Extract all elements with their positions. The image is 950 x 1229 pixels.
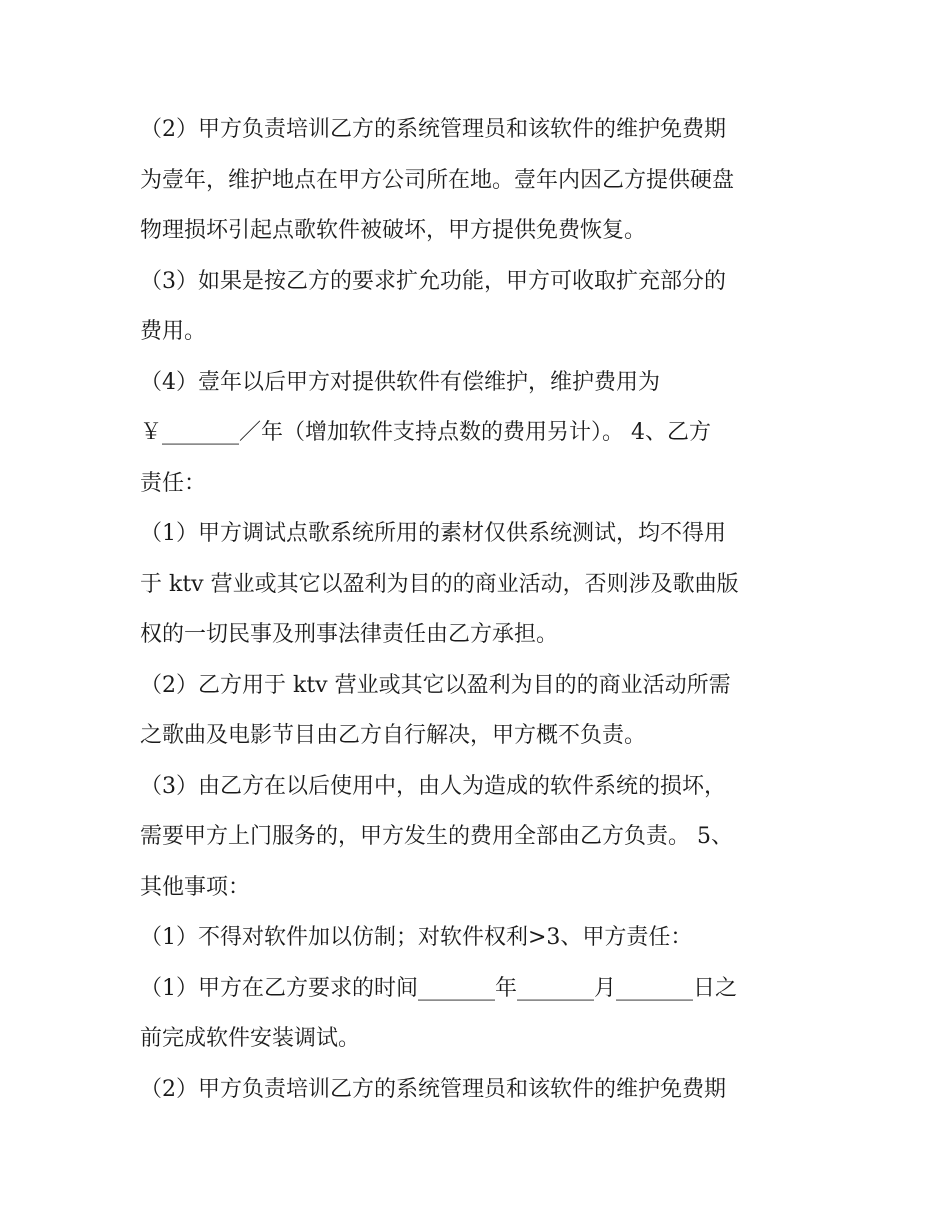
text-line: 之歌曲及电影节目由乙方自行解决，甲方概不负责。	[140, 723, 647, 748]
text-line: ￥_______／年（增加软件支持点数的费用另计）。 4、乙方	[140, 420, 711, 445]
text-line: 其他事项：	[140, 874, 251, 900]
text-line: 于 ktv 营业或其它以盈利为目的的商业活动，否则涉及歌曲版	[140, 571, 739, 597]
text-line: 权的一切民事及刑事法律责任由乙方承担。	[140, 622, 559, 647]
text-line: （1）甲方在乙方要求的时间_______年_______月_______日之	[140, 975, 737, 1001]
text-line: 费用。	[140, 319, 207, 344]
document-body	[140, 105, 815, 1115]
text-line: 物理损坏引起点歌软件被破坏，甲方提供免费恢复。	[140, 218, 647, 243]
text-line: （1）甲方调试点歌系统所用的素材仅供系统测试，均不得用	[140, 521, 726, 546]
text-line: 责任：	[140, 470, 207, 496]
text-line: （3）由乙方在以后使用中，由人为造成的软件系统的损坏，	[140, 773, 726, 799]
text-line: （2）甲方负责培训乙方的系统管理员和该软件的维护免费期	[140, 117, 726, 142]
text-line: 为壹年，维护地点在甲方公司所在地。壹年内因乙方提供硬盘	[140, 167, 735, 193]
text-line: （2）乙方用于 ktv 营业或其它以盈利为目的的商业活动所需	[140, 672, 731, 698]
text-line: （4）壹年以后甲方对提供软件有偿维护，维护费用为	[140, 369, 660, 395]
text-line: （2）甲方负责培训乙方的系统管理员和该软件的维护免费期	[140, 1076, 726, 1102]
text-line: 前完成软件安装调试。	[140, 1026, 361, 1051]
text-line: 需要甲方上门服务的，甲方发生的费用全部由乙方负责。 5、	[140, 824, 733, 849]
text-line: （1）不得对软件加以仿制；对软件权利>3、甲方责任：	[140, 925, 693, 950]
text-line: （3）如果是按乙方的要求扩允功能，甲方可收取扩充部分的	[140, 268, 726, 294]
